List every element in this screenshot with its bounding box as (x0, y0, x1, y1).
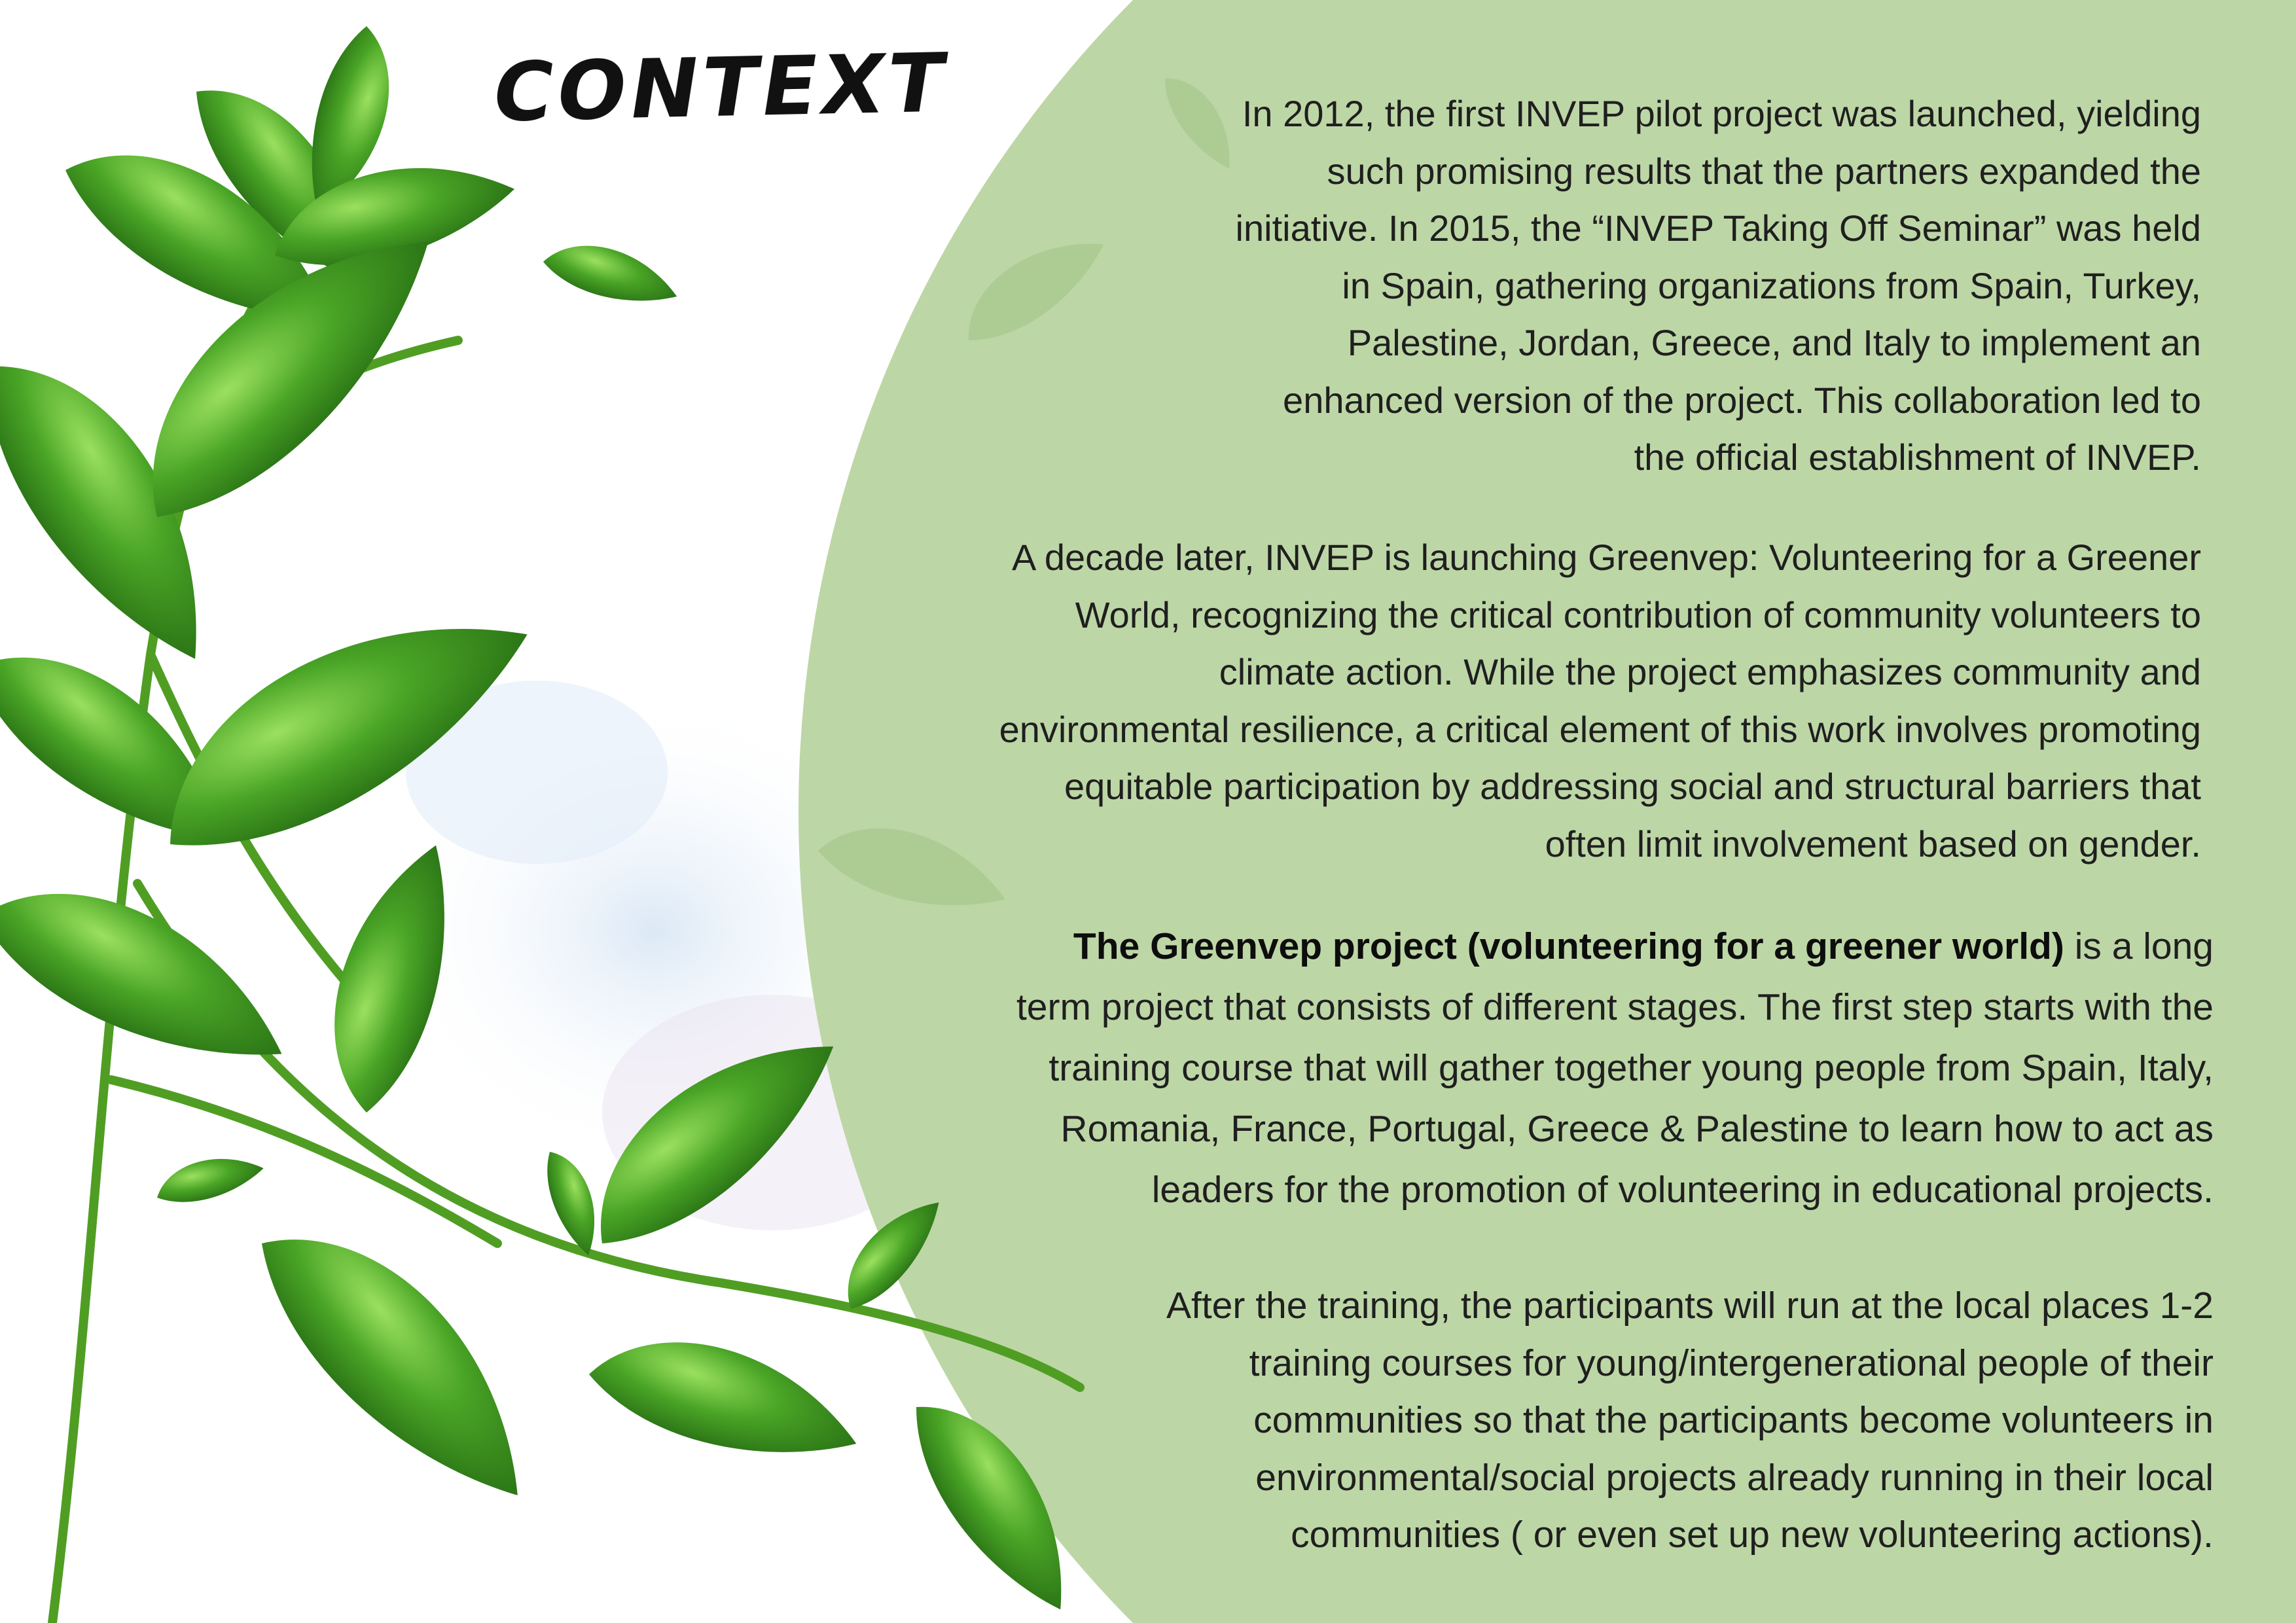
text-line: equitable participation by addressing social and structural barriers that (1064, 766, 2201, 807)
text-line: climate action. While the project emphasizes community and (1219, 651, 2201, 692)
text-line: World, recognizing the critical contribution of community volunteers to (1075, 594, 2201, 635)
text-line: in Spain, gathering organizations from Spain, Turkey, (1342, 264, 2201, 306)
text-line: enhanced version of the project. This collaboration led to (1283, 379, 2201, 421)
text-line: Romania, France, Portugal, Greece & Palestine to learn how to act as (1060, 1108, 2214, 1150)
text-line: A decade later, INVEP is launching Greenvep: Volunteering for a Greener (1012, 537, 2201, 578)
text-line: communities ( or even set up new volunteering actions). (1291, 1514, 2214, 1556)
text-line: environmental/social projects already running in their local (1255, 1456, 2214, 1499)
text-line: such promising results that the partners expanded the (1327, 150, 2201, 192)
project-name-bold: The Greenvep project (volunteering for a greener world) (1073, 925, 2064, 967)
text-line: initiative. In 2015, the “INVEP Taking Off Seminar” was held (1235, 207, 2201, 249)
paragraph-after-training (708, 1277, 2214, 1564)
text-line: After the training, the participants will run at the local places 1-2 (1166, 1285, 2214, 1327)
text-line: term project that consists of different stages. The first step starts with the (1016, 986, 2214, 1028)
text-fragment: is a long (2064, 925, 2214, 967)
text-line: In 2012, the first INVEP pilot project was launched, yielding (1242, 93, 2201, 134)
paragraph-greenvep-launch (696, 529, 2201, 872)
text-line: leaders for the promotion of volunteering in educational projects. (1151, 1169, 2214, 1211)
text-line: communities so that the participants become volunteers in (1253, 1399, 2214, 1441)
text-line: Palestine, Jordan, Greece, and Italy to implement an (1347, 322, 2201, 363)
paragraph-greenvep-project (708, 916, 2214, 1221)
text-line: environmental resilience, a critical element of this work involves promoting (999, 708, 2201, 750)
paragraph-context-history (1023, 85, 2201, 486)
text-line (708, 916, 2214, 977)
text-line: often limit involvement based on gender. (1545, 823, 2201, 865)
text-line: training course that will gather together young people from Spain, Italy, (1049, 1047, 2214, 1089)
page-title: CONTEXT (486, 36, 956, 140)
text-line: training courses for young/intergenerational people of their (1249, 1342, 2214, 1384)
text-line: the official establishment of INVEP. (1634, 437, 2201, 478)
